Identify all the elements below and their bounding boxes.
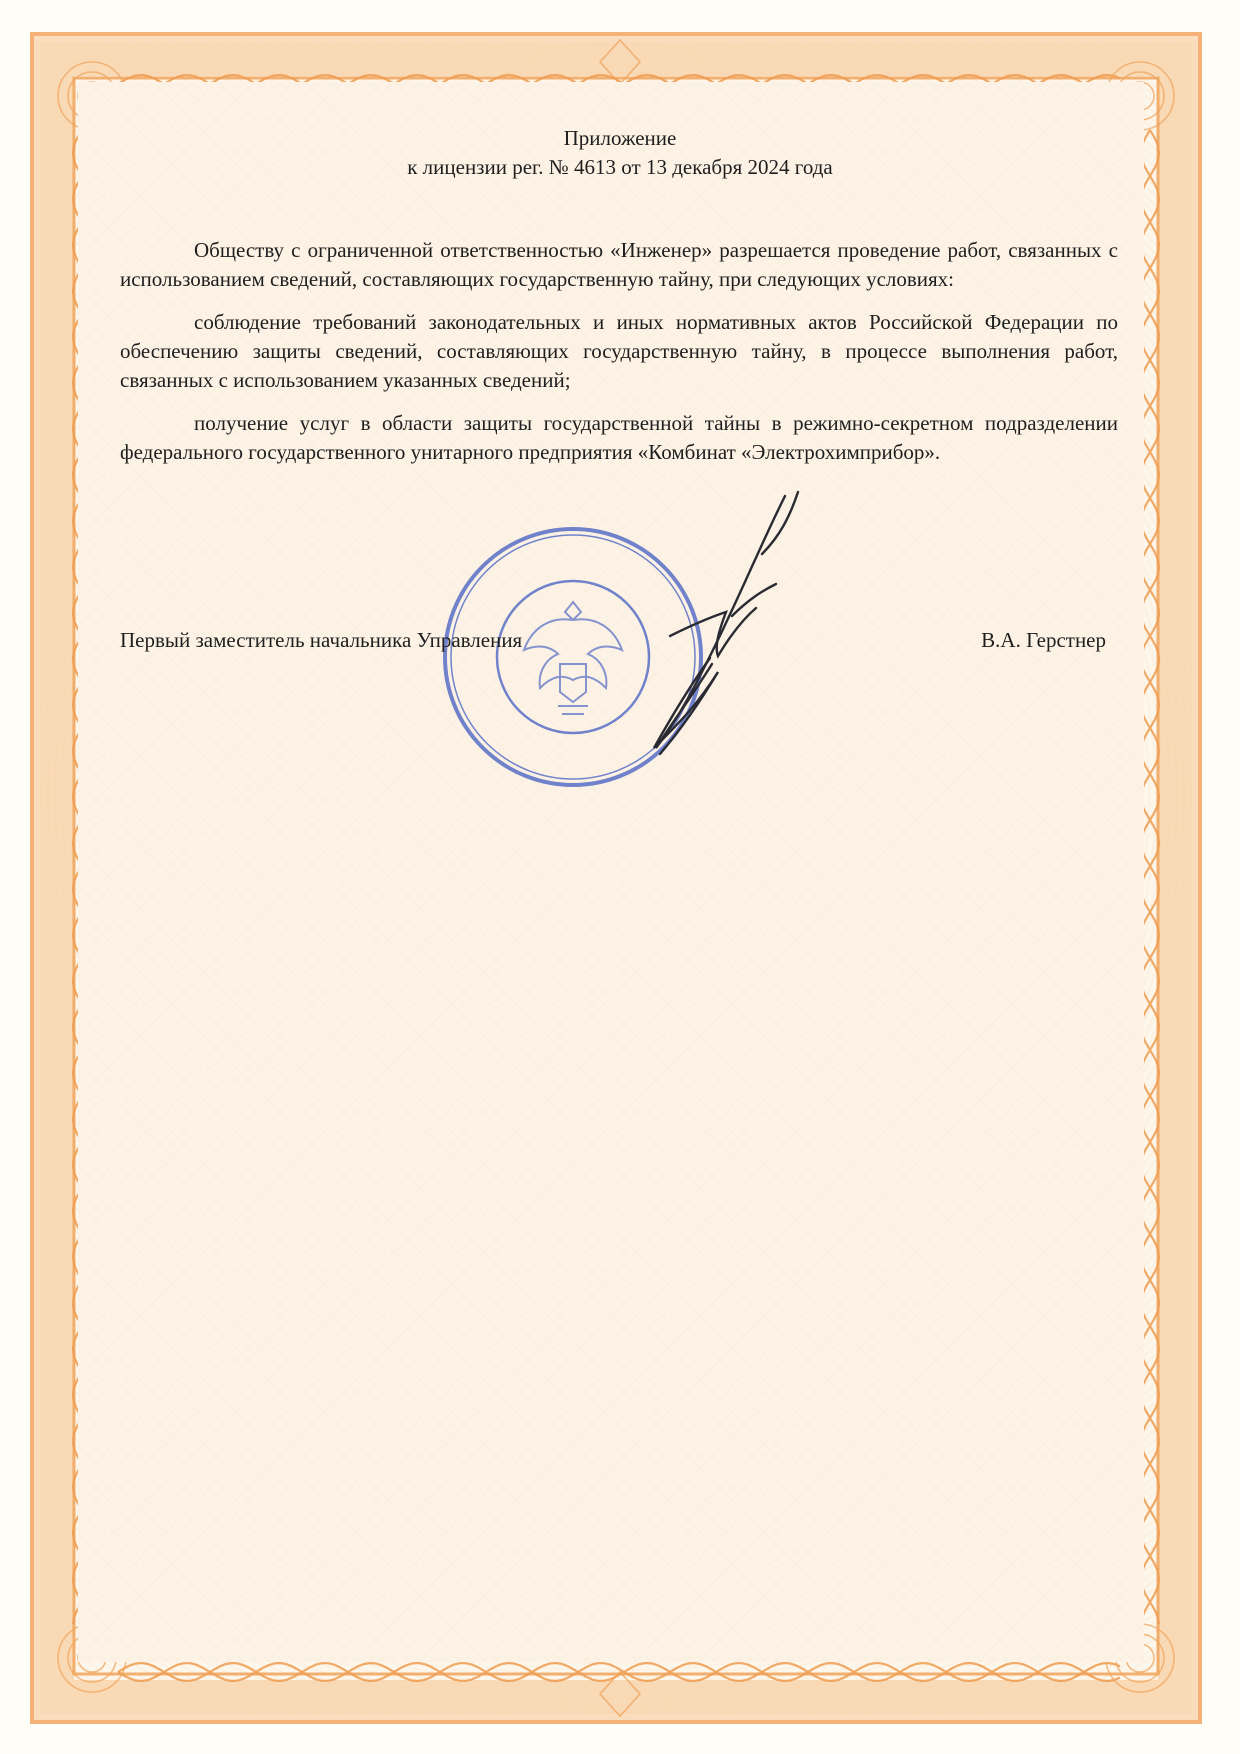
document-body [120, 236, 1118, 481]
signatory-name: В.А. Герстнер [981, 628, 1106, 652]
paragraph-condition-2: получение услуг в области защиты государственной тайны в режимно-секретном подразделении федерального государственного унитарного предприятия «Комбинат «Электрохимприбор». [120, 411, 1118, 464]
header-subtitle: к лицензии рег. № 4613 от 13 декабря 2024 года [407, 155, 833, 179]
eagle-emblem-icon [524, 602, 622, 714]
header-title: Приложение [563, 126, 677, 150]
document-header [120, 124, 1120, 182]
paragraph-permission: Обществу с ограниченной ответственностью «Инженер» разрешается проведение работ, связанных с использованием сведений, составляющих государственную тайну, при следующих условиях: [120, 238, 1118, 291]
handwritten-signature [640, 486, 860, 776]
paragraph-condition-1: соблюдение требований законодательных и иных нормативных актов Российской Федерации по обеспечению защиты сведений, составляющих государственную тайну, в процессе выполнения работ, связанных с использованием указанных сведений; [120, 310, 1118, 392]
signatory-position: Первый заместитель начальника Управления [120, 628, 523, 652]
